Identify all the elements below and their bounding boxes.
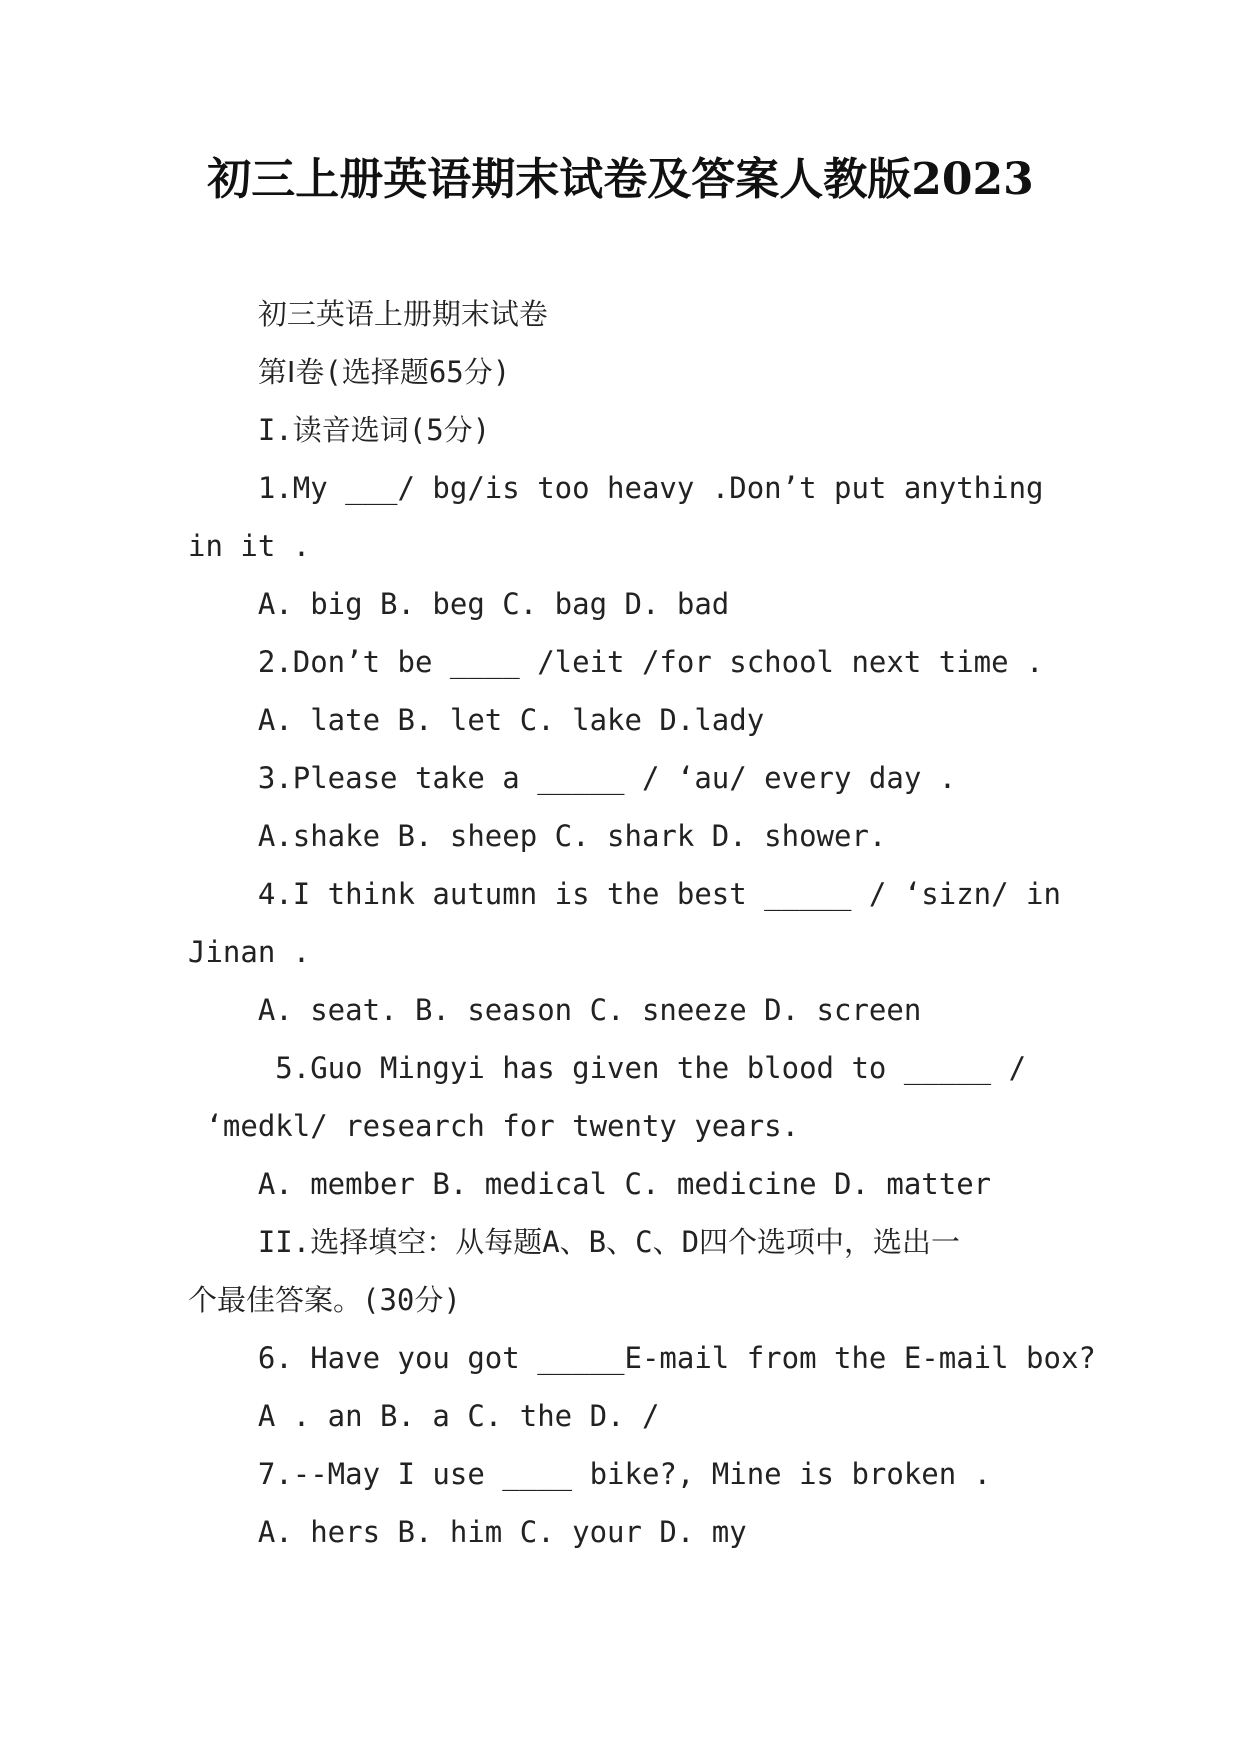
answer-options: A. member B. medical C. medicine D. matter bbox=[188, 1167, 992, 1201]
answer-options: A. big B. beg C. bag D. bad bbox=[188, 587, 730, 621]
answer-options: A. late B. let C. lake D.lady bbox=[188, 703, 765, 737]
question-text: Jinan . bbox=[188, 935, 311, 969]
question-text: 6. Have you got _____E-mail from the E-mail box? bbox=[188, 1341, 1096, 1375]
answer-options: A . an B. a C. the D. / bbox=[188, 1399, 660, 1433]
section-heading: 个最佳答案。(30分) bbox=[188, 1283, 461, 1317]
section-heading: I.读音选词(5分) bbox=[188, 413, 491, 447]
answer-options: A. hers B. him C. your D. my bbox=[188, 1515, 747, 1549]
part-heading: 第Ⅰ卷(选择题65分) bbox=[188, 355, 511, 389]
question-text: ‘medkl/ research for twenty years. bbox=[188, 1109, 800, 1143]
question-text: 7.--May I use ____ bike?, Mine is broken . bbox=[188, 1457, 992, 1491]
section-heading: 初三英语上册期末试卷 bbox=[188, 297, 548, 331]
document-title: 初三上册英语期末试卷及答案人教版2023 bbox=[207, 154, 1034, 205]
section-heading: II.选择填空：从每题A、B、C、D四个选项中，选出一 bbox=[188, 1225, 961, 1259]
question-text: 5.Guo Mingyi has given the blood to _____ / bbox=[188, 1051, 1027, 1085]
document-body bbox=[188, 285, 1096, 1561]
question-text: in it . bbox=[188, 529, 311, 563]
question-text: 2.Don’t be ____ /leit /for school next time . bbox=[188, 645, 1044, 679]
answer-options: A.shake B. sheep C. shark D. shower. bbox=[188, 819, 887, 853]
question-text: 3.Please take a _____ / ‘au/ every day . bbox=[188, 761, 957, 795]
question-text: 4.I think autumn is the best _____ / ‘sizn/ in bbox=[188, 877, 1061, 911]
question-text: 1.My ___/ bg/is too heavy .Don’t put anything bbox=[188, 471, 1044, 505]
answer-options: A. seat. B. season C. sneeze D. screen bbox=[188, 993, 922, 1027]
